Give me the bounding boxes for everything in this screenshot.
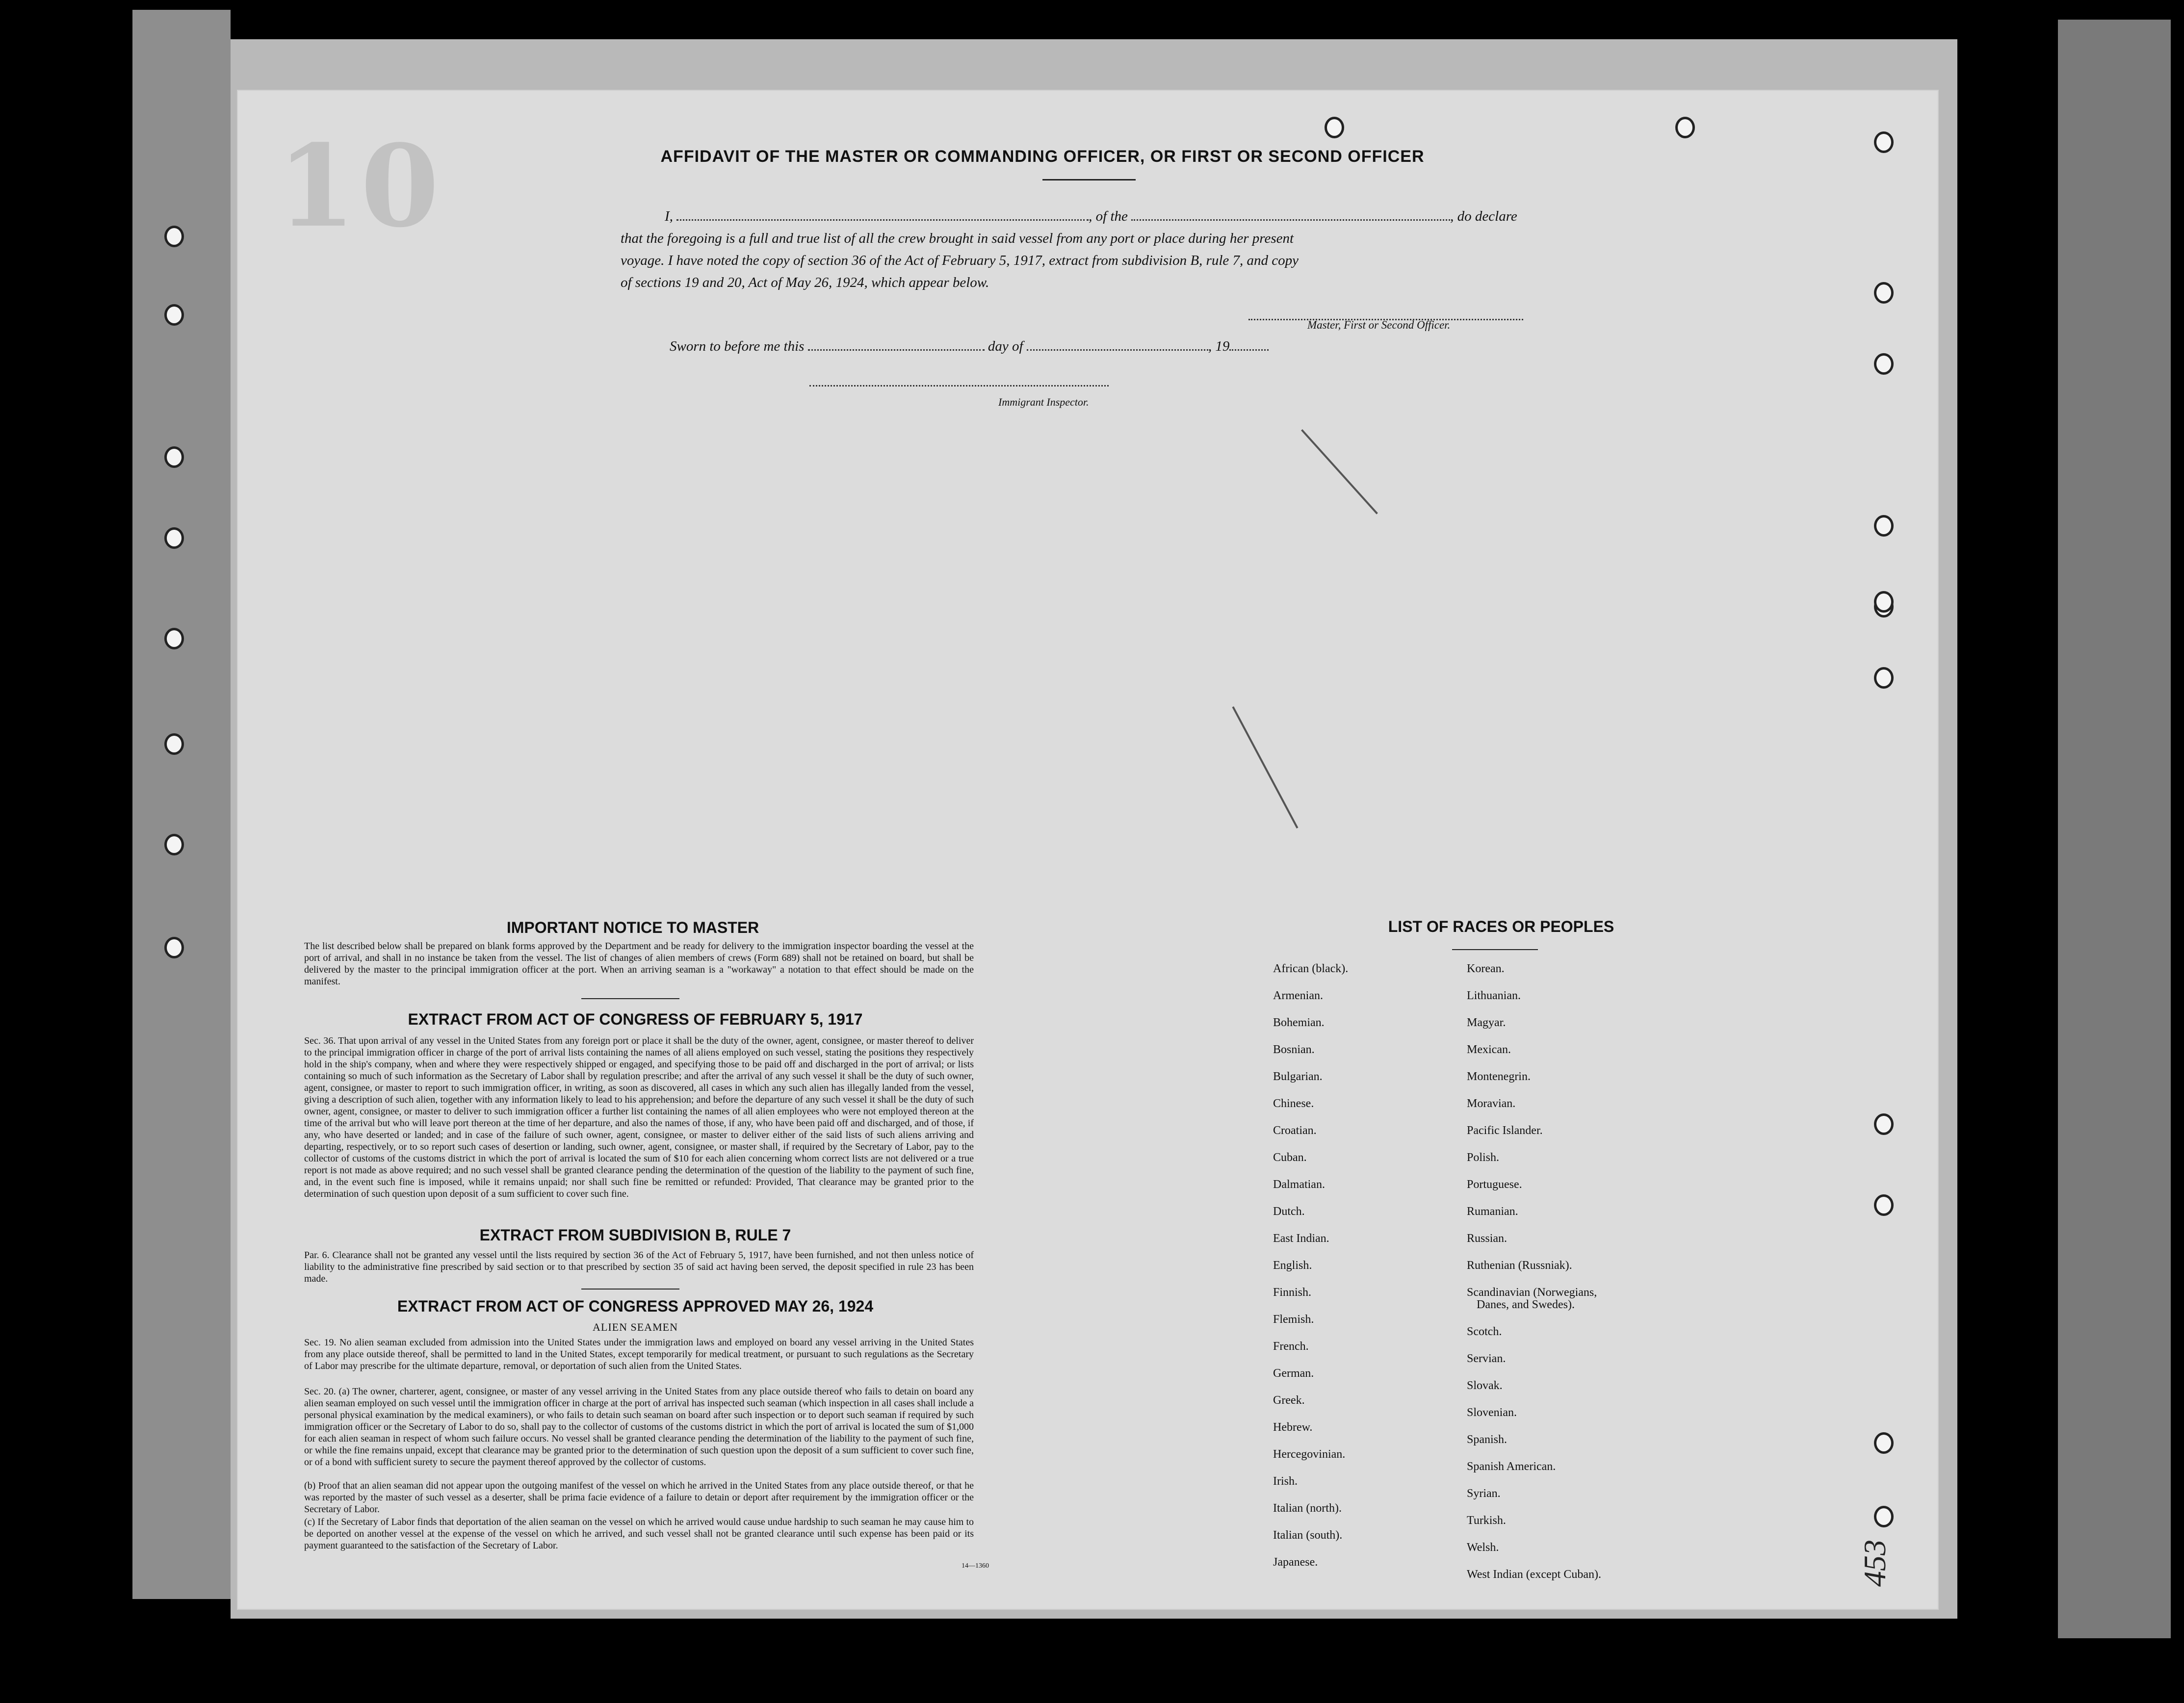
alien-seamen-subheading: ALIEN SEAMEN	[593, 1321, 678, 1333]
binder-hole	[1325, 117, 1344, 138]
binder-hole	[164, 628, 184, 649]
race-item: Moravian.	[1467, 1097, 1516, 1110]
race-item: Lithuanian.	[1467, 989, 1521, 1002]
binder-hole	[164, 937, 184, 958]
section-divider	[581, 998, 679, 999]
race-item: Slovak.	[1467, 1379, 1503, 1392]
declaration-of-the: , of the	[1089, 208, 1128, 224]
scan-left-margin	[132, 10, 231, 1599]
scan-right-margin	[2058, 20, 2171, 1638]
title-divider	[1042, 179, 1136, 181]
binder-hole	[164, 226, 184, 247]
race-item: Syrian.	[1467, 1487, 1501, 1500]
declaration-i: I,	[665, 208, 673, 224]
binder-hole	[1874, 591, 1894, 613]
section-20c-text: (c) If the Secretary of Labor finds that deportation of the alien seaman on the vessel on which he arrived would cause undue hardship to such seaman he may cause him to be deported on another vessel at the expense of the vessel on which he arrived, and such vessel shall not be granted clearance until such expense has been paid or its payment guaranteed to the satisfaction of the Secretary of Labor.	[304, 1517, 974, 1551]
sworn-day-field[interactable]	[808, 349, 985, 351]
section-20b-text: (b) Proof that an alien seaman did not appear upon the outgoing manifest of the vessel on which he arrived in the United States from any place outside thereof, or that he was reported by the master of such vessel as a deserter, shall be prima facie evidence of a failure to detain or deport after requirement by the immigration officer or the Secretary of Labor.	[304, 1480, 974, 1515]
race-item: Montenegrin.	[1467, 1070, 1531, 1083]
section-divider	[581, 1289, 679, 1290]
binder-hole	[1874, 1113, 1894, 1135]
race-item: French.	[1273, 1340, 1309, 1353]
binder-hole	[1675, 117, 1695, 138]
binder-hole	[164, 527, 184, 549]
binder-hole	[164, 304, 184, 326]
race-item: German.	[1273, 1367, 1314, 1380]
race-item: Slovenian.	[1467, 1406, 1517, 1419]
inspector-signature-line[interactable]	[809, 385, 1109, 387]
race-item: Scandinavian (Norwegians,	[1467, 1286, 1597, 1299]
declaration-line-3: voyage. I have noted the copy of section 36 of the Act of February 5, 1917, extract from subdivision B, rule 7, and copy	[621, 253, 1299, 268]
declaration-line-1	[665, 208, 1773, 225]
binder-hole	[1874, 515, 1894, 537]
binder-hole	[1874, 1194, 1894, 1216]
binder-hole	[1874, 353, 1894, 375]
inspector-label: Immigrant Inspector.	[998, 396, 1089, 408]
race-item: Ruthenian (Russniak).	[1467, 1259, 1572, 1272]
race-item: Armenian.	[1273, 989, 1323, 1002]
race-item: Servian.	[1467, 1352, 1506, 1365]
race-item: Hercegovinian.	[1273, 1448, 1346, 1461]
races-divider	[1452, 949, 1538, 950]
race-item: Irish.	[1273, 1475, 1298, 1488]
form-sheet	[238, 91, 1938, 1609]
section-20a-text: Sec. 20. (a) The owner, charterer, agent, consignee, or master of any vessel arriving in the United States from any place outside thereof who fails to detain on board any alien seaman employed on such vessel until the immigration officer in charge at the port of arrival has inspected such seaman (which inspection in all cases shall include a personal physical examination by the medical examiners), or who fails to detain such seaman on board after such inspection or to deport such seaman if required by such immigration officer or the Secretary of Labor to do so, shall pay to the collector of customs of the customs district in which the port of arrival is located the sum of $1,000 for each alien seaman in respect of whom such failure occurs. No vessel shall be granted clearance pending the determination of the liability to the payment of such fine, or while the fine remains unpaid, except that clearance may be granted prior to the determination of such question upon the deposit of a sum sufficient to cover such fine, or of a bond with sufficient surety to secure the payment thereof approved by the collector of customs.	[304, 1386, 974, 1468]
race-item: Spanish.	[1467, 1433, 1508, 1446]
race-item: Japanese.	[1273, 1556, 1318, 1569]
declaration-line-2: that the foregoing is a full and true list of all the crew brought in said vessel from any port or place during her present	[621, 231, 1294, 246]
vessel-name-field[interactable]	[1131, 219, 1450, 221]
race-item: Chinese.	[1273, 1097, 1314, 1110]
affidavit-title: AFFIDAVIT OF THE MASTER OR COMMANDING OFFICER, OR FIRST OR SECOND OFFICER	[660, 147, 1425, 166]
declaration-line-4: of sections 19 and 20, Act of May 26, 1924, which appear below.	[621, 275, 989, 290]
extract-1917-text: Sec. 36. That upon arrival of any vessel in the United States from any foreign port or place it shall be the duty of the owner, agent, consignee, or master thereof to deliver to the principal immigration officer in charge of the port of arrival lists containing the names of all aliens employed on such vessel, stating the positions they respectively hold in the ship's company, when and where they were respectively shipped or engaged, and specifying those to be paid off and discharged in the port of arrival; or lists containing so much of such information as the Secretary of Labor shall by regulation prescribe; and after the arrival of any such vessel it shall be the duty of such owner, agent, consignee, or master to report to such immigration officer, in writing, as soon as discovered, all cases in which any such alien has illegally landed from the vessel, giving a description of such alien, together with any information likely to lead to his apprehension; and before the departure of any such vessel it shall be the duty of such owner, agent, consignee, or master to deliver to such immigration officer a further list containing the names of all alien employees who were not employed thereon at the time of the arrival but who will leave port thereon at the time of her departure, and also the names of those, if any, who have been paid off and discharged, and of those, if any, who have deserted or landed; and in case of the failure of such owner, agent, consignee, or master to deliver either of the said lists of such aliens arriving and departing, respectively, or to so report such cases of desertion or landing, such owner, agent, consignee, or master shall, if required by the Secretary of Labor, pay to the collector of customs of the customs district in which the port of arrival is located the sum of $10 for each alien concerning whom correct lists are not delivered or a true report is not made as above required; and no such vessel shall be granted clearance pending the determination of the question of the liability to the payment of such fine, and, in the event such fine is imposed, while it remains unpaid; nor shall such fine be remitted or refunded: Provided, That clearance may be granted prior to the determination of such question upon deposit of a sum sufficient to cover such fine.	[304, 1035, 974, 1199]
day-of-text: day of	[988, 338, 1023, 354]
binder-hole	[164, 446, 184, 468]
race-item: English.	[1273, 1259, 1312, 1272]
race-item: Pacific Islander.	[1467, 1124, 1543, 1137]
race-item: Scotch.	[1467, 1325, 1502, 1338]
master-signature-label: Master, First or Second Officer.	[1307, 319, 1451, 331]
race-item: Cuban.	[1273, 1151, 1307, 1164]
race-item: Bulgarian.	[1273, 1070, 1323, 1083]
form-number: 14—1360	[962, 1562, 989, 1570]
race-item: Korean.	[1467, 962, 1505, 975]
binder-hole	[164, 733, 184, 755]
race-item: Flemish.	[1273, 1313, 1314, 1326]
notice-text: The list described below shall be prepared on blank forms approved by the Department and be ready for delivery to the immigration inspector boarding the vessel at the port of arrival, and shall in no instance be taken from the vessel. The list of changes of alien members of crews (Form 689) shall not be retained on board, but shall be delivered by the master to the principal immigration officer at the port. When an arriving seaman is a "workaway" a notation to that effect should be made on the manifest.	[304, 941, 974, 987]
race-item: Welsh.	[1467, 1541, 1499, 1554]
race-item: Finnish.	[1273, 1286, 1312, 1299]
race-item: West Indian (except Cuban).	[1467, 1568, 1601, 1581]
race-item: Danes, and Swedes).	[1477, 1298, 1575, 1311]
section-19-text: Sec. 19. No alien seaman excluded from admission into the United States under the immigration laws and employed on board any vessel arriving in the United States from any place outside thereof, shall be permitted to land in the United States, except temporarily for medical treatment, or pursuant to such regulations as the Secretary of Labor may prescribe for the ultimate departure, removal, or deportation of such alien from the United States.	[304, 1337, 974, 1371]
pencil-mark	[1301, 429, 1378, 515]
rule-7-heading: EXTRACT FROM SUBDIVISION B, RULE 7	[479, 1226, 791, 1244]
bleed-through-number: 10	[277, 120, 444, 253]
sworn-text: Sworn to before me this	[670, 338, 805, 354]
binder-hole	[1874, 282, 1894, 304]
declaration-do-declare: , do declare	[1450, 208, 1517, 224]
declarant-name-field[interactable]	[676, 219, 1089, 221]
race-item: Greek.	[1273, 1394, 1305, 1407]
handwritten-page-number: 453	[1857, 1540, 1892, 1587]
binder-hole	[164, 834, 184, 855]
rule-7-text: Par. 6. Clearance shall not be granted any vessel until the lists required by section 36 of the Act of February 5, 1917, have been furnished, and not then unless notice of liability to the administrative fine prescribed by said section or to that prescribed by section 35 of said act having been served, the deposit specified in rule 23 has been made.	[304, 1250, 974, 1284]
binder-hole	[1874, 1506, 1894, 1527]
pencil-mark	[1232, 706, 1298, 828]
race-item: Italian (south).	[1273, 1529, 1343, 1542]
race-item: Bohemian.	[1273, 1016, 1325, 1029]
race-item: Mexican.	[1467, 1043, 1511, 1056]
race-item: Hebrew.	[1273, 1421, 1313, 1434]
race-item: Croatian.	[1273, 1124, 1317, 1137]
binder-hole	[1874, 667, 1894, 689]
race-item: Magyar.	[1467, 1016, 1506, 1029]
extract-1924-heading: EXTRACT FROM ACT OF CONGRESS APPROVED MAY 26, 1924	[397, 1297, 874, 1315]
race-item: Dutch.	[1273, 1205, 1305, 1218]
race-item: Italian (north).	[1273, 1502, 1342, 1515]
race-item: East Indian.	[1273, 1232, 1329, 1245]
race-item: Turkish.	[1467, 1514, 1506, 1527]
race-item: Spanish American.	[1467, 1460, 1556, 1473]
year-prefix: , 19	[1208, 338, 1230, 354]
race-item: Rumanian.	[1467, 1205, 1518, 1218]
sworn-line	[670, 338, 1602, 355]
notice-heading: IMPORTANT NOTICE TO MASTER	[506, 919, 759, 936]
race-item: Dalmatian.	[1273, 1178, 1325, 1191]
extract-1917-heading: EXTRACT FROM ACT OF CONGRESS OF FEBRUARY 5, 1917	[408, 1010, 863, 1028]
race-item: Russian.	[1467, 1232, 1508, 1245]
race-item: Bosnian.	[1273, 1043, 1315, 1056]
sworn-month-field[interactable]	[1027, 349, 1208, 351]
binder-hole	[1874, 131, 1894, 153]
race-item: African (black).	[1273, 962, 1349, 975]
race-item: Portuguese.	[1467, 1178, 1522, 1191]
race-item: Polish.	[1467, 1151, 1500, 1164]
races-heading: LIST OF RACES OR PEOPLES	[1388, 918, 1614, 935]
binder-hole	[1874, 1432, 1894, 1454]
sworn-year-field[interactable]	[1229, 349, 1269, 351]
